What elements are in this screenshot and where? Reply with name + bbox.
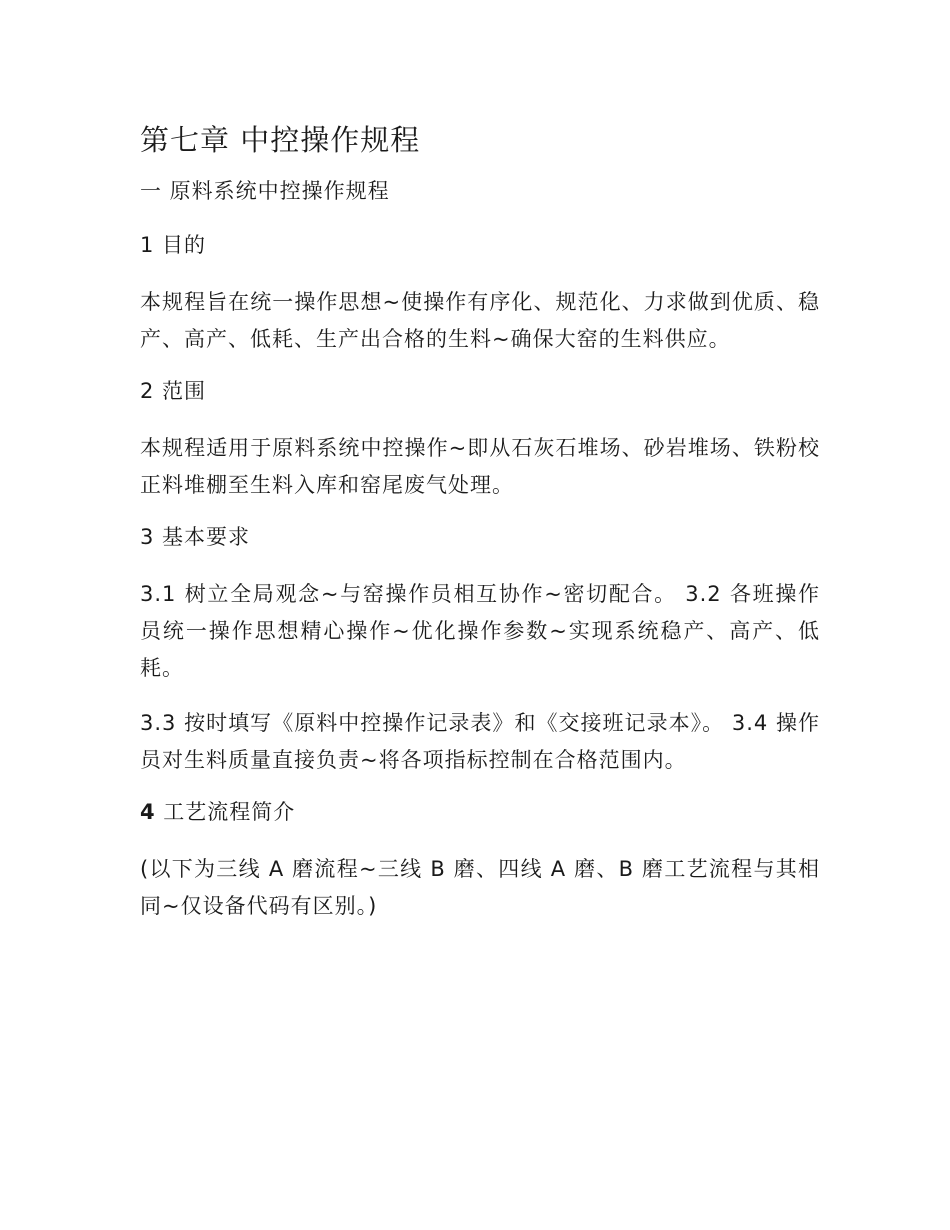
scope-heading: 2 范围 [140, 379, 207, 403]
process-heading-number: 4 [140, 800, 156, 824]
requirements-paragraph-2: 3.3 按时填写《原料中控操作记录表》和《交接班记录本》。 3.4 操作员对生料质量直接负责~将各项指标控制在合格范围内。 [140, 711, 820, 772]
purpose-heading: 1 目的 [140, 233, 207, 257]
scope-paragraph: 本规程适用于原料系统中控操作~即从石灰石堆场、砂岩堆场、铁粉校正料堆棚至生料入库和窑尾废气处理。 [140, 436, 820, 497]
requirements-heading: 3 基本要求 [140, 525, 251, 549]
process-paragraph: (以下为三线 A 磨流程~三线 B 磨、四线 A 磨、B 磨工艺流程与其相同~仅设备代码有区别。) [140, 857, 820, 918]
process-heading-text: 工艺流程简介 [155, 800, 296, 824]
chapter-title: 第七章 中控操作规程 [140, 123, 421, 157]
section-title: 一 原料系统中控操作规程 [140, 179, 390, 203]
document-page [140, 118, 820, 943]
purpose-paragraph: 本规程旨在统一操作思想~使操作有序化、规范化、力求做到优质、稳产、高产、低耗、生产出合格的生料~确保大窑的生料供应。 [140, 290, 820, 351]
requirements-paragraph-1: 3.1 树立全局观念~与窑操作员相互协作~密切配合。 3.2 各班操作员统一操作思想精心操作~优化操作参数~实现系统稳产、高产、低耗。 [140, 582, 820, 680]
process-heading [140, 797, 820, 827]
